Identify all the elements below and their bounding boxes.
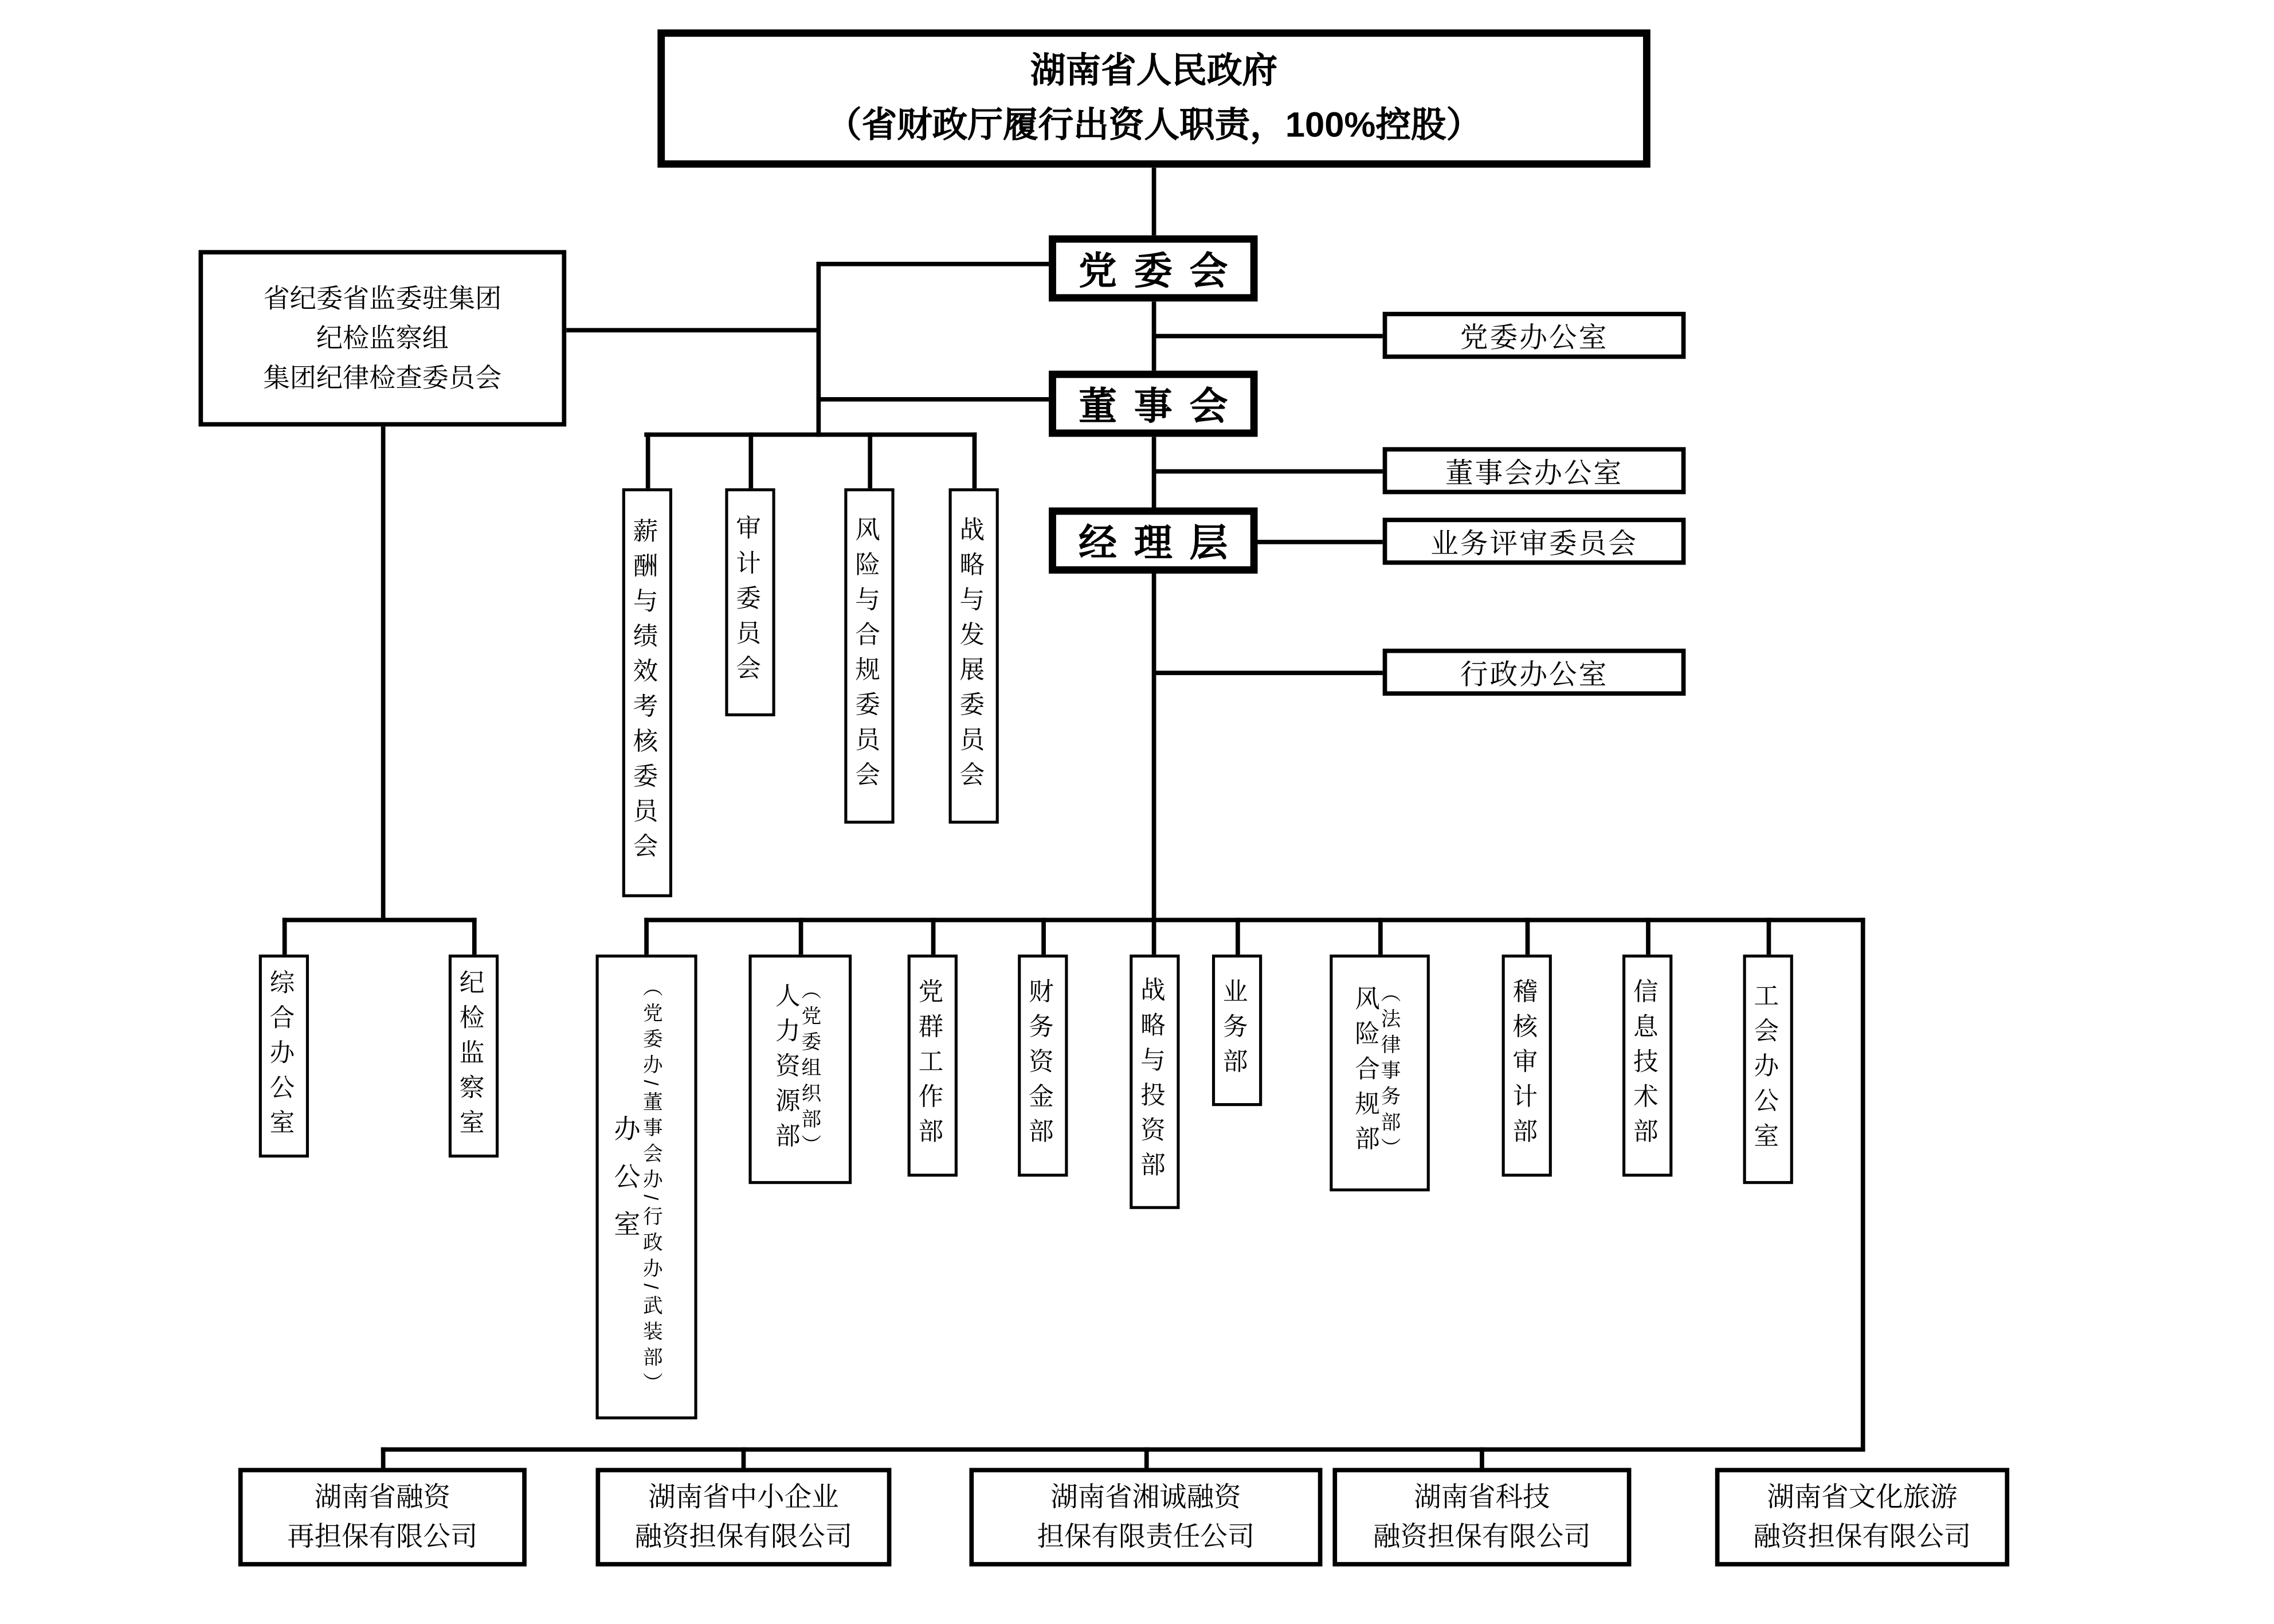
dept-risk-compliance-subtitle: （法律事务部） (1377, 982, 1400, 1164)
subsidiary-wenhualvyou-box (1715, 1468, 2009, 1567)
committee-compensation-box (622, 488, 672, 897)
business-review-committee-label: 业务评审委员会 (1430, 528, 1638, 560)
dept-audit-box (1502, 955, 1552, 1177)
connector-party-link (817, 262, 1049, 266)
party-office-box (1383, 312, 1686, 359)
dept-finance-box (1018, 955, 1068, 1177)
management-layer-box (1049, 508, 1257, 574)
dept-risk-compliance-box (1330, 955, 1430, 1191)
stub-dept-7 (1378, 918, 1383, 958)
subsidiary-line1: 湖南省科技 (1414, 1480, 1550, 1512)
subsidiary-keji-box (1332, 1468, 1631, 1567)
dept-risk-compliance-name: 风险合规部 (1350, 985, 1379, 1161)
dept-finance-name: 财务资金部 (1024, 978, 1053, 1154)
dept-business-box (1212, 955, 1262, 1106)
discipline-line3: 集团纪律检查委员会 (263, 362, 502, 393)
stub-subsidiary-3 (1144, 1448, 1149, 1470)
dept-hr-name: 人力资源部 (771, 982, 799, 1157)
board-office-label: 董事会办公室 (1445, 458, 1624, 489)
committee-risk-compliance-box (844, 488, 894, 823)
subsidiary-line2: 再担保有限公司 (287, 1520, 478, 1551)
discipline-supervision-office-box (449, 955, 499, 1158)
connector-board-office (1153, 469, 1384, 474)
subsidiary-text (287, 1478, 477, 1557)
dept-strategy-investment-name: 战略与投资部 (1136, 976, 1165, 1187)
committee-distribution-line (644, 433, 977, 437)
connector-left-trunk (817, 262, 821, 437)
dept-office-subtitle: （党委办/董事会办/行政办/武装部） (640, 976, 662, 1398)
subsidiary-text (1037, 1478, 1254, 1557)
connector-board-link (817, 397, 1049, 402)
stub-dept-8 (1526, 918, 1530, 958)
stub-dept-4 (1041, 918, 1046, 958)
root-title-text (826, 44, 1481, 154)
admin-office-label: 行政办公室 (1460, 660, 1609, 691)
dept-office-box (596, 955, 697, 1419)
subsidiary-text (1373, 1478, 1591, 1557)
dept-audit-name: 稽核审计部 (1508, 978, 1536, 1154)
dept-union-office-name: 工会办公室 (1749, 982, 1778, 1157)
dept-hr-subtitle: （党委组织部） (798, 979, 821, 1160)
root-title-line1: 湖南省人民政府 (1030, 51, 1278, 91)
stub-committee-4 (973, 433, 977, 490)
dept-it-box (1622, 955, 1672, 1177)
subsidiary-line2: 融资担保有限公司 (1373, 1520, 1591, 1551)
management-layer-label: 经理层 (1079, 520, 1245, 565)
subsidiary-xiangcheng-box (969, 1468, 1322, 1567)
stub-dept-6 (1236, 918, 1240, 958)
board-of-directors-label: 董事会 (1079, 383, 1245, 428)
subsidiary-text (634, 1478, 852, 1557)
connector-discipline-drop (381, 426, 386, 920)
connector-right-drop (1861, 918, 1865, 1450)
dept-it-name: 信息技术部 (1629, 978, 1657, 1154)
connector-party-office (1153, 334, 1384, 339)
connector-admin-office (1153, 670, 1384, 675)
committee-audit-box (725, 488, 775, 716)
department-distribution-line (644, 918, 1865, 923)
board-office-box (1383, 447, 1686, 494)
stub-dept-10 (1767, 918, 1771, 958)
stub-disc-office-2 (472, 918, 477, 958)
subsidiary-line1: 湖南省湘诚融资 (1050, 1480, 1241, 1512)
subsidiary-line2: 融资担保有限公司 (634, 1520, 853, 1551)
general-office-label: 综合办公室 (265, 968, 293, 1144)
dept-party-mass-name: 党群工作部 (913, 978, 942, 1154)
dept-union-office-box (1743, 955, 1793, 1184)
subsidiary-distribution-line (381, 1448, 1865, 1452)
subsidiary-line2: 担保有限责任公司 (1037, 1520, 1255, 1551)
dept-party-mass-box (908, 955, 958, 1177)
dept-hr-box (748, 955, 852, 1184)
dept-business-name: 业务部 (1218, 978, 1246, 1083)
stub-committee-3 (868, 433, 872, 490)
party-office-label: 党委办公室 (1460, 323, 1609, 354)
party-committee-box (1049, 236, 1257, 302)
subsidiary-text (1753, 1478, 1971, 1557)
stub-subsidiary-1 (381, 1448, 386, 1470)
committee-audit-label: 审计委员会 (731, 515, 760, 690)
committee-risk-compliance-label: 风险与合规委员会 (850, 516, 879, 797)
committee-compensation-label: 薪酬与绩效考核委员会 (628, 517, 657, 868)
stub-dept-1 (644, 918, 649, 958)
committee-strategy-box (949, 488, 999, 823)
board-of-directors-box (1049, 371, 1257, 437)
connector-mgmt-depts (1152, 574, 1156, 921)
connector-discipline-link (566, 328, 819, 332)
stub-subsidiary-4 (1480, 1448, 1484, 1470)
business-review-committee-box (1383, 517, 1686, 564)
discipline-inspection-text (263, 278, 501, 398)
stub-dept-2 (799, 918, 803, 958)
stub-disc-office-1 (283, 918, 287, 958)
connector-review-committee (1258, 540, 1385, 544)
stub-subsidiary-2 (742, 1448, 746, 1470)
subsidiary-line1: 湖南省融资 (314, 1480, 451, 1512)
discipline-supervision-office-label: 纪检监察室 (455, 968, 483, 1144)
dept-strategy-investment-box (1130, 955, 1179, 1209)
stub-dept-3 (931, 918, 936, 958)
admin-office-box (1383, 649, 1686, 696)
committee-strategy-label: 战略与发展委员会 (955, 516, 983, 797)
stub-dept-9 (1646, 918, 1650, 958)
stub-committee-1 (646, 433, 650, 490)
discipline-offices-line (283, 918, 477, 923)
subsidiary-sme-box (596, 1468, 892, 1567)
discipline-line1: 省纪委省监委驻集团 (263, 283, 502, 313)
discipline-line2: 纪检监察组 (316, 323, 449, 352)
root-title-line2: （省财政厅履行出资人职责，100%控股） (826, 105, 1482, 146)
subsidiary-line1: 湖南省文化旅游 (1767, 1480, 1958, 1512)
discipline-inspection-box (199, 250, 567, 426)
connector-title-party (1152, 168, 1156, 237)
subsidiary-rezaidanbao-box (238, 1468, 527, 1567)
stub-committee-2 (748, 433, 753, 490)
dept-office-name: 办公室 (611, 1115, 641, 1259)
stub-dept-5 (1152, 918, 1156, 958)
subsidiary-line1: 湖南省中小企业 (648, 1480, 839, 1512)
subsidiary-line2: 融资担保有限公司 (1753, 1520, 1971, 1551)
root-title-box (657, 29, 1650, 167)
general-office-box (259, 955, 309, 1158)
party-committee-label: 党委会 (1079, 248, 1245, 293)
